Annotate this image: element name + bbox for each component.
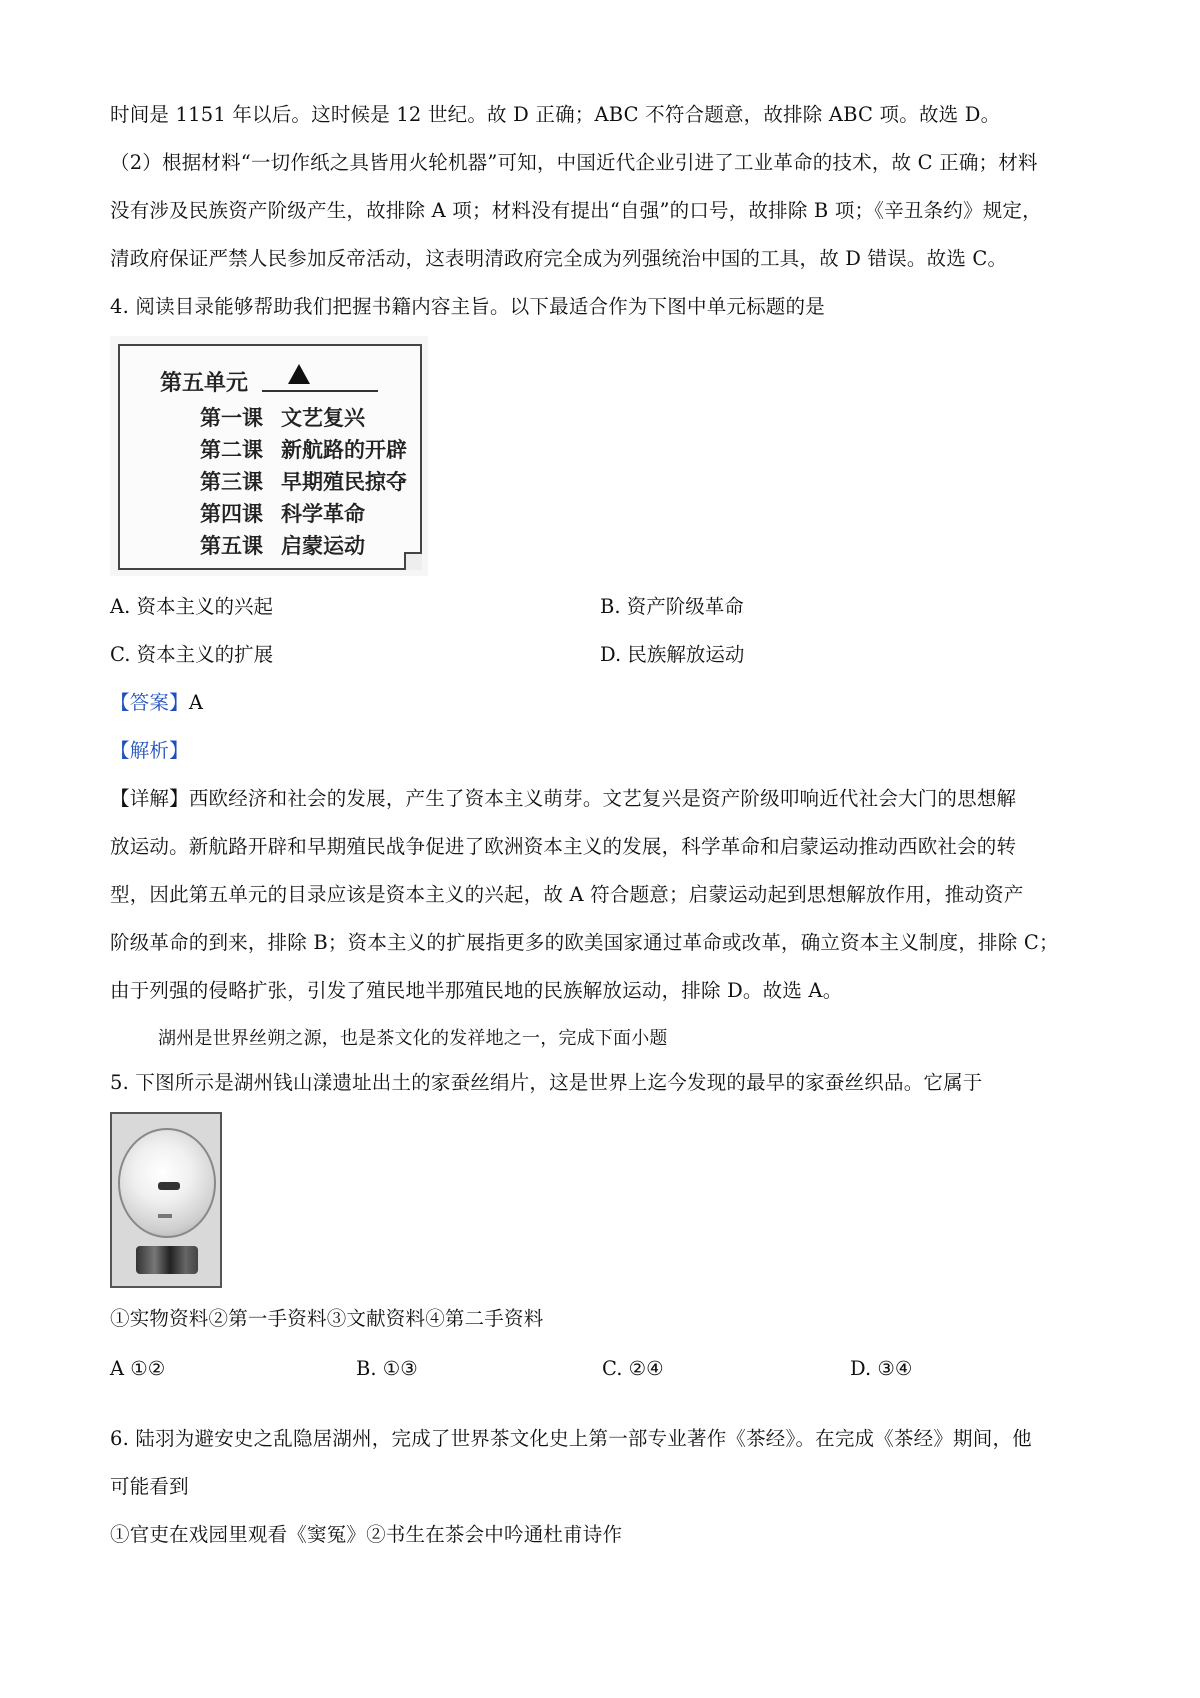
answer-tag: 【答案】 [110,691,189,714]
answer-value: A [188,691,204,714]
toc-triangle-icon [288,364,310,384]
q4-detail-line: 型，因此第五单元的目录应该是资本主义的兴起，故 A 符合题意；启蒙运动起到思想解放作用，推动资产 [110,883,1024,906]
q6-items: ①官吏在戏园里观看《窦冤》②书生在茶会中吟通杜甫诗作 [110,1523,623,1546]
q4-option-c: C. 资本主义的扩展 [110,643,274,666]
toc-row: 第二课 新航路的开辟 [200,437,407,462]
q6-stem-cont: 可能看到 [110,1475,189,1498]
q4-detail-line: 【详解】西欧经济和社会的发展，产生了资本主义萌芽。文艺复兴是资产阶级叩响近代社会大门的思想解 [110,787,1017,810]
silk-fragment [136,1246,198,1274]
q4-option-a: A. 资本主义的兴起 [110,595,273,618]
silk-photo [110,1112,222,1288]
q4-detail-line: 由于列强的侵略扩张，引发了殖民地半那殖民地的民族解放运动，排除 D。故选 A。 [110,979,843,1002]
line-3: 没有涉及民族资产阶级产生，故排除 A 项；材料没有提出“自强”的口号，故排除 B 项；《辛丑条约》规定， [110,199,1042,222]
q5-option-c: C. ②④ [602,1357,664,1380]
q4-detail-line: 阶级革命的到来，排除 B；资本主义的扩展指更多的欧美国家通过革命或改革，确立资本主义制度，排除 C； [110,931,1059,954]
q4-stem: 4. 阅读目录能够帮助我们把握书籍内容主旨。以下最适合作为下图中单元标题的是 [110,295,825,318]
q4-option-b: B. 资产阶级革命 [600,595,744,618]
q5-option-d: D. ③④ [850,1357,913,1380]
q4-option-d: D. 民族解放运动 [600,643,745,666]
line-2: （2）根据材料“一切作纸之具皆用火轮机器”可知，中国近代企业引进了工业革命的技术，故 C 正确；材料 [110,151,1038,174]
q6-stem: 6. 陆羽为避安史之乱隐居湖州，完成了世界茶文化史上第一部专业著作《茶经》。在完成《茶经》期间，他 [110,1427,1032,1450]
q5-stem: 5. 下图所示是湖州钱山漾遗址出土的家蚕丝绢片，这是世界上迄今发现的最早的家蚕丝织品。它属于 [110,1071,983,1094]
detail-tag: 【详解】 [110,787,189,810]
q4-analysis-tag: 【解析】 [110,739,189,762]
toc-card [118,344,422,570]
section-intro: 湖州是世界丝朔之源，也是茶文化的发祥地之一，完成下面小题 [158,1028,668,1049]
silk-label [158,1214,172,1218]
silk-spot [158,1182,180,1190]
toc-title-rule [262,390,378,392]
line-1: 时间是 1151 年以后。这时候是 12 世纪。故 D 正确；ABC 不符合题意，故排除 ABC 项。故选 D。 [110,103,1001,126]
toc-row: 第一课 文艺复兴 [200,405,365,430]
q5-option-b: B. ①③ [356,1357,418,1380]
line-4: 清政府保证严禁人民参加反帝活动，这表明清政府完全成为列强统治中国的工具，故 D 错误。故选 C。 [110,247,1008,270]
toc-figure [110,336,428,576]
q5-option-a: A ①② [110,1357,166,1380]
toc-row: 第五课 启蒙运动 [200,533,365,558]
toc-row: 第三课 早期殖民掠夺 [200,469,407,494]
q4-answer [110,690,203,716]
q5-items: ①实物资料②第一手资料③文献资料④第二手资料 [110,1307,544,1330]
toc-unit-label: 第五单元 [160,370,249,396]
q4-detail-line: 放运动。新航路开辟和早期殖民战争促进了欧洲资本主义的发展，科学革命和启蒙运动推动西欧社会的转 [110,835,1017,858]
toc-row: 第四课 科学革命 [200,501,365,526]
